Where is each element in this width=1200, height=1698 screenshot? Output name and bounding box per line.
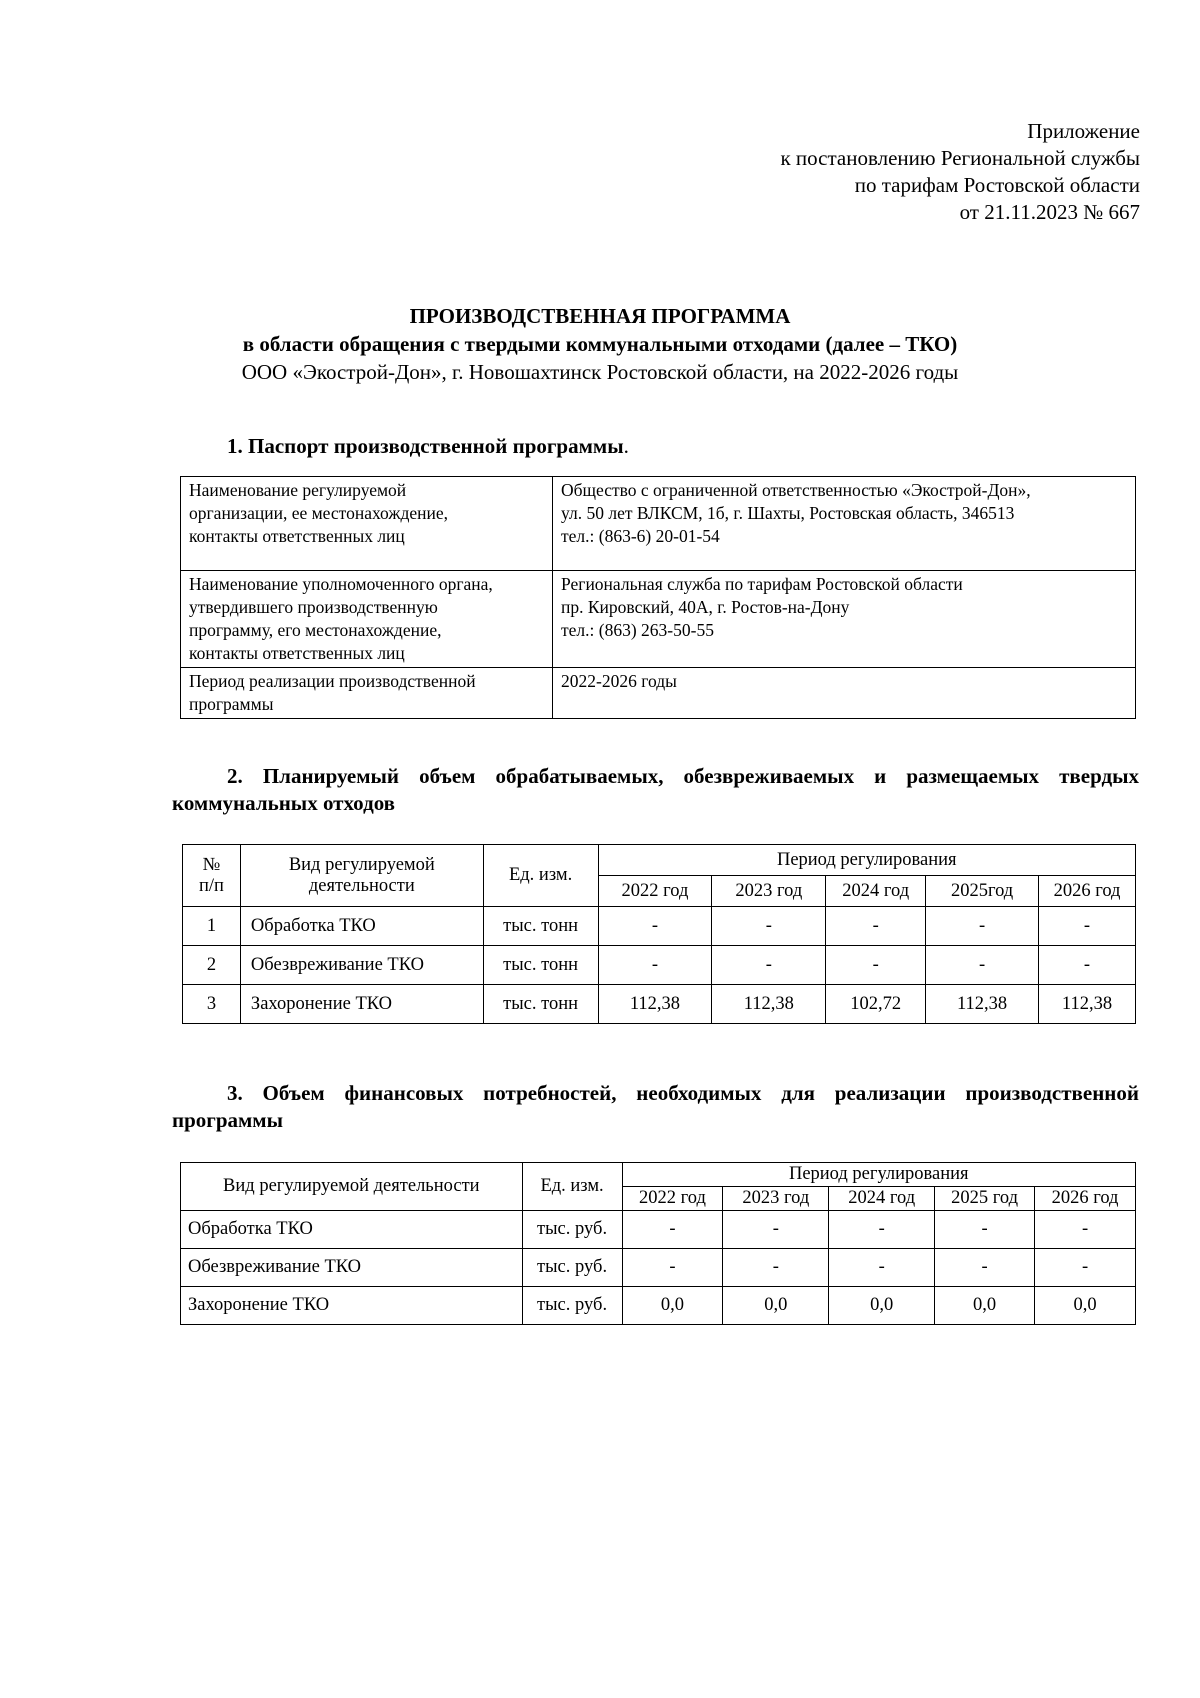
cell-value: - [1035,1211,1136,1249]
appendix-line: от 21.11.2023 № 667 [959,200,1140,224]
table-row [181,1249,1136,1287]
header-period: Период регулирования [598,845,1135,876]
cell-value: - [926,907,1039,946]
appendix-line: к постановлению Региональной службы [780,146,1140,170]
text-line: деятельности [308,875,415,896]
text-line: контакты ответственных лиц [189,526,405,546]
section-1-title [227,433,629,460]
cell-unit: тыс. тонн [483,907,598,946]
cell-value: - [935,1211,1035,1249]
cell-value: - [826,946,926,985]
header-year: 2025 год [935,1187,1035,1211]
cell-unit: тыс. руб. [522,1249,622,1287]
passport-table [180,476,1136,719]
appendix-header [780,118,1140,226]
title-line: в области обращения с твердыми коммунальными отходами (далее – ТКО) [242,332,958,356]
text-line: Период реализации производственной [189,671,476,691]
cell-value: - [829,1249,935,1287]
text-line: контакты ответственных лиц [189,643,405,663]
header-year: 2022 год [598,876,712,907]
cell-value: - [598,907,712,946]
section-2-title: 2. Планируемый объем обрабатываемых, обезвреживаемых и размещаемых твердых коммунальных отходов [172,764,1139,815]
table-row [181,571,1136,668]
table-row [181,1287,1136,1325]
header-year: 2025год [926,876,1039,907]
text-line: № [202,854,221,875]
cell-value: - [723,1211,829,1249]
cell-value: 0,0 [1035,1287,1136,1325]
cell-num: 3 [183,985,241,1024]
header-year: 2026 год [1039,876,1136,907]
section-3-title: 3. Объем финансовых потребностей, необходимых для реализации производственной программы [172,1081,1139,1132]
text-line: программы [189,694,274,714]
cell-value: 0,0 [622,1287,723,1325]
header-num [183,845,241,907]
header-year: 2023 год [712,876,826,907]
cell-value: - [723,1249,829,1287]
cell-activity: Захоронение ТКО [240,985,483,1024]
header-unit: Ед. изм. [483,845,598,907]
header-year: 2022 год [622,1187,723,1211]
header-year: 2024 год [829,1187,935,1211]
volume-table [182,844,1136,1024]
header-period: Период регулирования [622,1163,1135,1187]
cell-value: - [712,907,826,946]
cell-value: - [829,1211,935,1249]
text-line: пр. Кировский, 40А, г. Ростов-на-Дону [561,597,850,617]
table-row [181,477,1136,571]
cell-unit: тыс. руб. [522,1287,622,1325]
cell-value: - [926,946,1039,985]
table-row [181,1211,1136,1249]
text-line: утвердившего производственную [189,597,438,617]
cell-value: 112,38 [712,985,826,1024]
passport-value [553,668,1136,719]
text-line: организации, ее местонахождение, [189,503,448,523]
section-1-title-dot: . [623,434,629,458]
title-line: ПРОИЗВОДСТВЕННАЯ ПРОГРАММА [409,304,791,328]
cell-value: 0,0 [829,1287,935,1325]
cell-num: 1 [183,907,241,946]
cell-value: - [598,946,712,985]
cell-value: 102,72 [826,985,926,1024]
header-year: 2023 год [723,1187,829,1211]
cell-num: 2 [183,946,241,985]
table-header-row [181,1163,1136,1187]
cell-value: 112,38 [598,985,712,1024]
text-line: ул. 50 лет ВЛКСМ, 1б, г. Шахты, Ростовская область, 346513 [561,503,1015,523]
cell-activity: Обработка ТКО [240,907,483,946]
table-row [183,946,1136,985]
cell-unit: тыс. тонн [483,946,598,985]
text-line: Наименование уполномоченного органа, [189,574,493,594]
header-year: 2024 год [826,876,926,907]
appendix-line: Приложение [1027,119,1140,143]
cell-activity: Обезвреживание ТКО [181,1249,523,1287]
text-line: тел.: (863) 263-50-55 [561,620,714,640]
cell-value: - [622,1211,723,1249]
passport-label [181,477,553,571]
appendix-line: по тарифам Ростовской области [854,173,1140,197]
cell-activity: Обезвреживание ТКО [240,946,483,985]
text-line: Наименование регулируемой [189,480,407,500]
text-line: программу, его местонахождение, [189,620,442,640]
header-activity [240,845,483,907]
header-year: 2026 год [1035,1187,1136,1211]
passport-label [181,668,553,719]
cell-value: - [1035,1249,1136,1287]
cell-activity: Захоронение ТКО [181,1287,523,1325]
header-unit: Ед. изм. [522,1163,622,1211]
table-row [181,668,1136,719]
cell-value: 112,38 [926,985,1039,1024]
cell-value: - [935,1249,1035,1287]
text-line: тел.: (863-6) 20-01-54 [561,526,720,546]
cell-unit: тыс. руб. [522,1211,622,1249]
document-title [0,302,1200,386]
header-activity: Вид регулируемой деятельности [181,1163,523,1211]
cell-value: - [1039,946,1136,985]
cell-value: 0,0 [723,1287,829,1325]
cell-activity: Обработка ТКО [181,1211,523,1249]
passport-value [553,571,1136,668]
passport-value [553,477,1136,571]
passport-label [181,571,553,668]
cell-value: 0,0 [935,1287,1035,1325]
cell-value: - [1039,907,1136,946]
text-line: Региональная служба по тарифам Ростовской области [561,574,963,594]
cell-value: 112,38 [1039,985,1136,1024]
cell-unit: тыс. тонн [483,985,598,1024]
text-line: Вид регулируемой [288,854,435,875]
finance-table [180,1162,1136,1325]
cell-value: - [826,907,926,946]
section-1-title-text: 1. Паспорт производственной программы [227,434,624,458]
text-line: Общество с ограниченной ответственностью «Экострой-Дон», [561,480,1031,500]
table-row [183,907,1136,946]
title-line: ООО «Экострой-Дон», г. Новошахтинск Ростовской области, на 2022-2026 годы [241,360,959,384]
table-row [183,985,1136,1024]
cell-value: - [712,946,826,985]
text-line: 2022-2026 годы [561,671,677,691]
cell-value: - [622,1249,723,1287]
text-line: п/п [198,875,224,896]
table-header-row [183,845,1136,876]
